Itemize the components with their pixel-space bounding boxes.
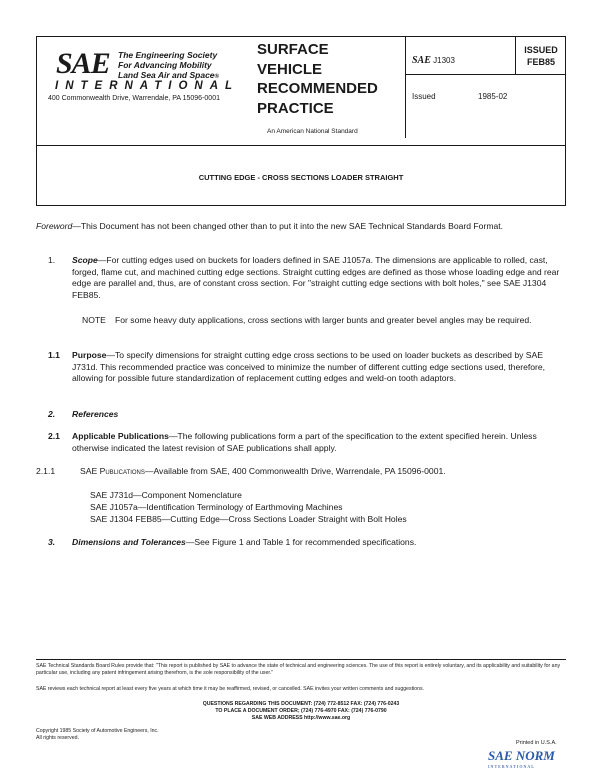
document-number: SAE J1303 [412, 55, 455, 66]
header-border-left [36, 36, 37, 146]
document-title: CUTTING EDGE - CROSS SECTIONS LOADER STRAIGHT [198, 173, 404, 182]
issued-date: 1985-02 [478, 92, 508, 101]
reference-1: SAE J731d—Component Nomenclature [90, 490, 242, 500]
section-2-1-1-sae-publications: SAE Publications—Available from SAE, 400 Commonwealth Drive, Warrendale, PA 15096-0001. [80, 466, 446, 476]
reference-2: SAE J1057a—Identification Terminology of Earthmoving Machines [90, 502, 343, 512]
section-2-number: 2. [48, 409, 56, 419]
header-border-right [565, 36, 566, 146]
note-label: NOTE [82, 315, 106, 325]
footer-order: TO PLACE A DOCUMENT ORDER; (724) 776-4970 FAX: (724) 776-0790 [215, 708, 387, 714]
footer-rights: All rights reserved. [36, 735, 79, 741]
section-2-references: References [72, 409, 119, 419]
footer-rule [36, 659, 566, 660]
foreword: Foreword—This Document has not been changed other than to put it into the new SAE Technical Standards Board Format. [36, 221, 504, 231]
society-line-1: The Engineering Society [118, 50, 218, 60]
footer-copyright: Copyright 1985 Society of Automotive Engineers, Inc. [36, 728, 159, 734]
section-2-1-1-number: 2.1.1 [36, 466, 56, 476]
american-national-standard: An American National Standard [267, 128, 358, 135]
footer-policy: SAE Technical Standards Board Rules provide that: "This report is published by SAE to advance the state of technical and engineering sciences. The use of this report is entirely voluntary, and its applicability and suitability for any particular use, including any patent infringement arising therefrom, is the sole responsibility of the user." [36, 663, 561, 676]
section-1-1-purpose: Purpose—To specify dimensions for straight cutting edge cross sections to be used on loader buckets as described by SAE J731d. This recommended practice was conceived to minimize the number of different cutting edge sections used, therefore, allowing for possible future standardization of replacement cutting edges and weld-on tooth adaptors. [72, 350, 546, 384]
section-3-number: 3. [48, 537, 56, 547]
issued-badge: ISSUED FEB85 [524, 45, 558, 67]
header-border-top [36, 36, 566, 37]
header-divider-3 [405, 74, 566, 75]
sae-norm-watermark: SAE NORM INTERNATIONAL [488, 748, 555, 769]
footer-review: SAE reviews each technical report at least every five years at which time it may be reaffirmed, revised, or cancelled. SAE invites your written comments and suggestions. [36, 686, 424, 692]
section-1-number: 1. [48, 255, 56, 265]
section-3-dimensions: Dimensions and Tolerances—See Figure 1 and Table 1 for recommended specifications. [72, 537, 417, 547]
issued-label: Issued [412, 92, 436, 101]
note-text: For some heavy duty applications, cross sections with larger bunts and greater bevel angles may be required. [115, 315, 532, 325]
sae-address: 400 Commonwealth Drive, Warrendale, PA 15096-0001 [48, 95, 220, 102]
footer-questions: QUESTIONS REGARDING THIS DOCUMENT: (724) 772-8512 FAX: (724) 776-0243 [202, 701, 400, 707]
section-1-1-number: 1.1 [48, 350, 60, 360]
section-2-1-number: 2.1 [48, 431, 60, 441]
footer-web: SAE WEB ADDRESS http://www.sae.org [251, 715, 351, 721]
section-1-scope: Scope—For cutting edges used on buckets for loaders defined in SAE J1057a. The dimensions are applicable to rolled, cast, forged, flame cut, and machined cutting edge sections. Straight cutting edges are defined as those whose loading edge and rear edge are parallel and, thus, are of constant cross section. For "straight cutting edge sections with bolt holes," see SAE J1304 FEB85. [72, 255, 560, 300]
document-type: SURFACE VEHICLE RECOMMENDED PRACTICE [257, 41, 378, 117]
society-line-2: For Advancing Mobility [118, 60, 212, 70]
header-divider-1 [405, 36, 406, 138]
header-divider-2 [515, 36, 516, 74]
printed-in-usa: Printed in U.S.A. [516, 740, 557, 746]
title-border-bottom [36, 205, 566, 206]
international-wordmark: INTERNATIONAL [55, 80, 240, 92]
reference-3: SAE J1304 FEB85—Cutting Edge—Cross Sections Loader Straight with Bolt Holes [90, 514, 407, 524]
sae-logo: SAE [56, 47, 110, 80]
section-2-1-publications: Applicable Publications—The following publications form a part of the specification to the extent specified herein. Unless otherwise indicated the latest revision of SAE publications shall apply. [72, 431, 537, 453]
society-line-3: Land Sea Air and Space® [118, 70, 219, 80]
header-border-bottom [36, 145, 566, 146]
